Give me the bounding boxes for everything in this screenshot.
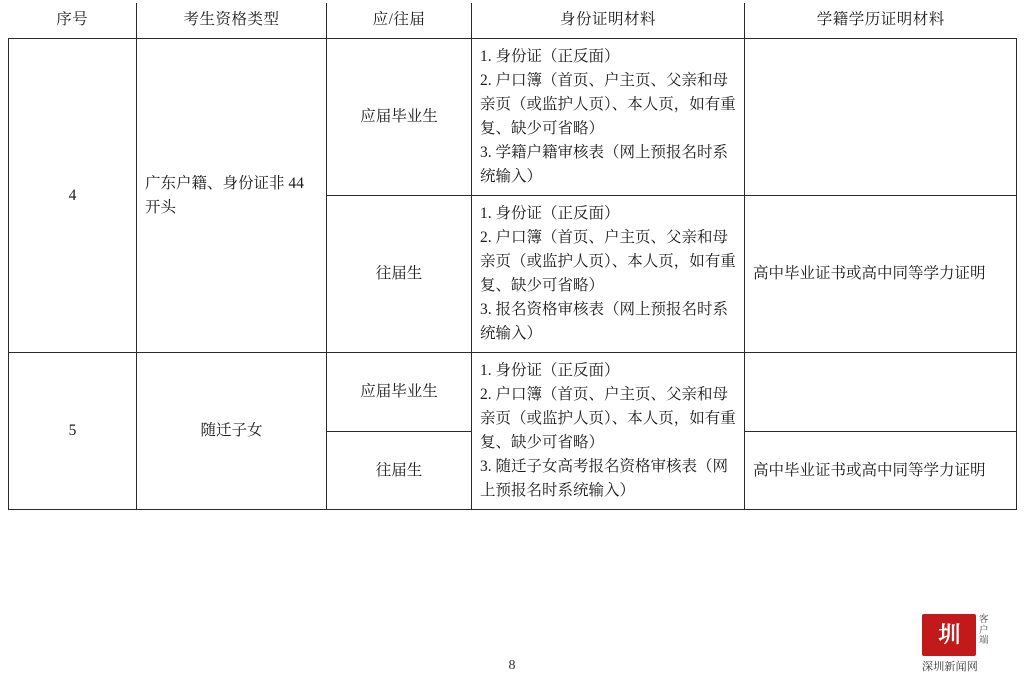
cell-education-materials — [745, 353, 1017, 432]
material-item: 1. 身份证（正反面） — [480, 48, 620, 66]
qualification-materials-table — [8, 3, 1017, 510]
table-row — [9, 353, 1017, 432]
cell-id-materials — [472, 353, 745, 510]
site-logo — [922, 614, 1014, 672]
material-item: 1. 身份证（正反面） — [480, 205, 620, 223]
material-item: 2. 户口簿（首页、户主页、父亲和母亲页（或监护人页）、本人页，如有重复、缺少可省略） — [480, 72, 736, 138]
logo-side-text: 客户端 — [979, 614, 989, 647]
page-number: 8 — [508, 658, 516, 673]
cell-education-materials: 高中毕业证书或高中同等学力证明 — [745, 196, 1017, 353]
material-item: 2. 户口簿（首页、户主页、父亲和母亲页（或监护人页）、本人页，如有重复、缺少可省略） — [480, 229, 736, 295]
column-header-status: 应/往届 — [327, 3, 472, 39]
material-item: 3. 报名资格审核表（网上预报名时系统输入） — [480, 301, 729, 343]
cell-education-materials — [745, 39, 1017, 196]
column-header-education-materials: 学籍学历证明材料 — [745, 3, 1017, 39]
table-header — [9, 3, 1017, 39]
cell-qualification-type: 随迁子女 — [137, 353, 327, 510]
table-body — [9, 39, 1017, 510]
cell-graduation-status: 往届生 — [327, 431, 472, 510]
column-header-no: 序号 — [9, 3, 137, 39]
cell-graduation-status: 应届毕业生 — [327, 353, 472, 432]
column-header-id-materials: 身份证明材料 — [472, 3, 745, 39]
material-item: 2. 户口簿（首页、户主页、父亲和母亲页（或监护人页）、本人页，如有重复、缺少可省略） — [480, 386, 736, 452]
material-item: 1. 身份证（正反面） — [480, 362, 620, 380]
cell-education-materials: 高中毕业证书或高中同等学力证明 — [745, 431, 1017, 510]
table-header-row — [9, 3, 1017, 39]
column-header-type: 考生资格类型 — [137, 3, 327, 39]
cell-id-materials — [472, 196, 745, 353]
cell-row-number: 4 — [9, 39, 137, 353]
logo-mark-icon: 圳 — [922, 614, 976, 656]
cell-id-materials — [472, 39, 745, 196]
material-item: 3. 学籍户籍审核表（网上预报名时系统输入） — [480, 144, 729, 186]
table-row — [9, 39, 1017, 196]
logo-caption: 深圳新闻网 — [922, 661, 978, 673]
material-item: 3. 随迁子女高考报名资格审核表（网上预报名时系统输入） — [480, 458, 729, 500]
cell-row-number: 5 — [9, 353, 137, 510]
cell-qualification-type: 广东户籍、身份证非 44 开头 — [137, 39, 327, 353]
cell-graduation-status: 往届生 — [327, 196, 472, 353]
cell-graduation-status: 应届毕业生 — [327, 39, 472, 196]
